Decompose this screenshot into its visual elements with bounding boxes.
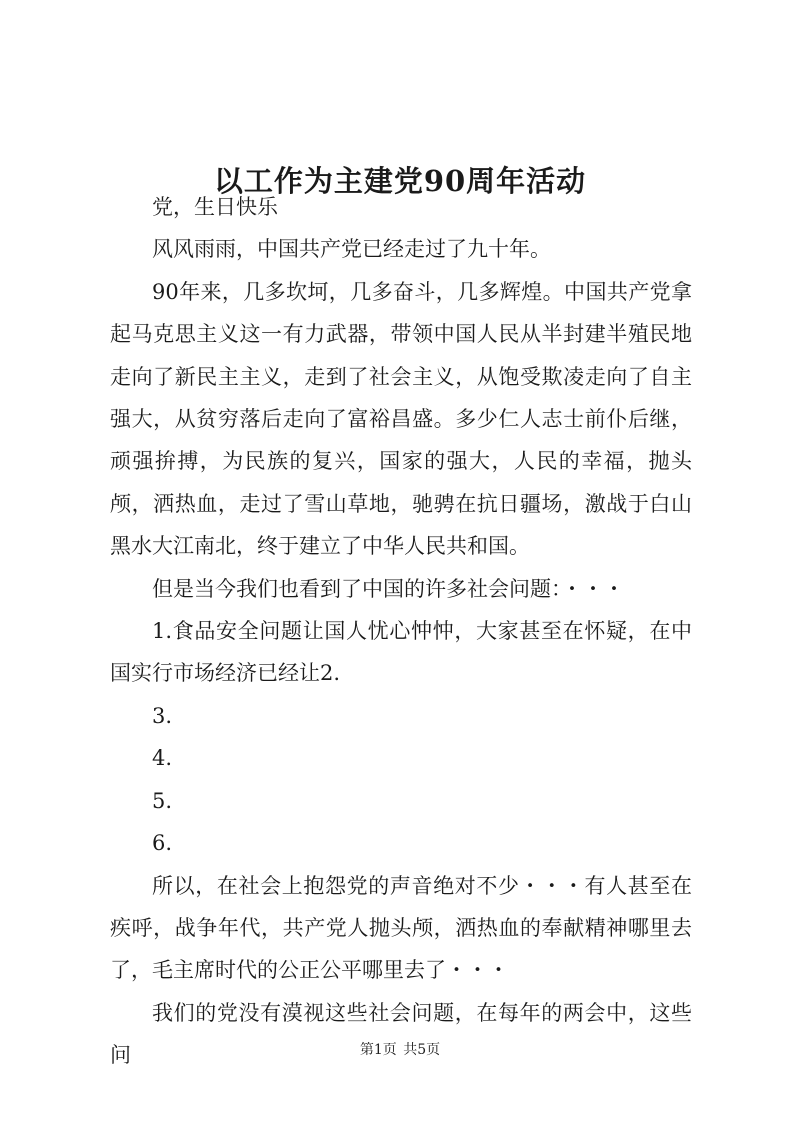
list-item: 4. [152, 746, 173, 771]
paragraph: 但是当今我们也看到了中国的许多社会问题：・・・ [152, 576, 625, 601]
page-total: 共5页 [403, 1042, 441, 1058]
page-number: 第1页 [359, 1042, 397, 1058]
list-item: 6. [152, 831, 173, 856]
paragraph: 所以，在社会上抱怨党的声音绝对不少・・・有人甚至在疾呼，战争年代，共产党人抛头颅，洒热血的奉献精神哪里去了，毛主席时代的公正公平哪里去了・・・ [110, 873, 692, 983]
paragraph: 党，生日快乐 [152, 195, 278, 219]
paragraph: 90年来，几多坎坷，几多奋斗，几多辉煌。中国共产党拿起马克思主义这一有力武器，带领中国人民从半封建半殖民地走向了新民主主义，走到了社会主义，从饱受欺凌走向了自主强大，从贫穷落后走向了富裕昌盛。多少仁人志士前仆后继，顽强拚搏，为民族的复兴，国家的强大，人民的幸福，抛头颅，洒热血，走过了雪山草地，驰骋在抗日疆场，激战于白山黑水大江南北，终于建立了中华人民共和国。 [110, 279, 692, 559]
list-item: 1.食品安全问题让国人忧心忡忡，大家甚至在怀疑，在中国实行市场经济已经让2. [110, 619, 692, 686]
list-item: 3. [152, 703, 173, 728]
paragraph: 我们的党没有漠视这些社会问题，在每年的两会中，这些问 [110, 1000, 692, 1068]
list-item: 5. [152, 788, 173, 813]
document-body [110, 186, 692, 1077]
document-title: 以工作为主建党90周年活动 [213, 164, 587, 199]
page-footer [0, 1040, 800, 1060]
paragraph: 风风雨雨，中国共产党已经走过了九十年。 [152, 237, 551, 262]
